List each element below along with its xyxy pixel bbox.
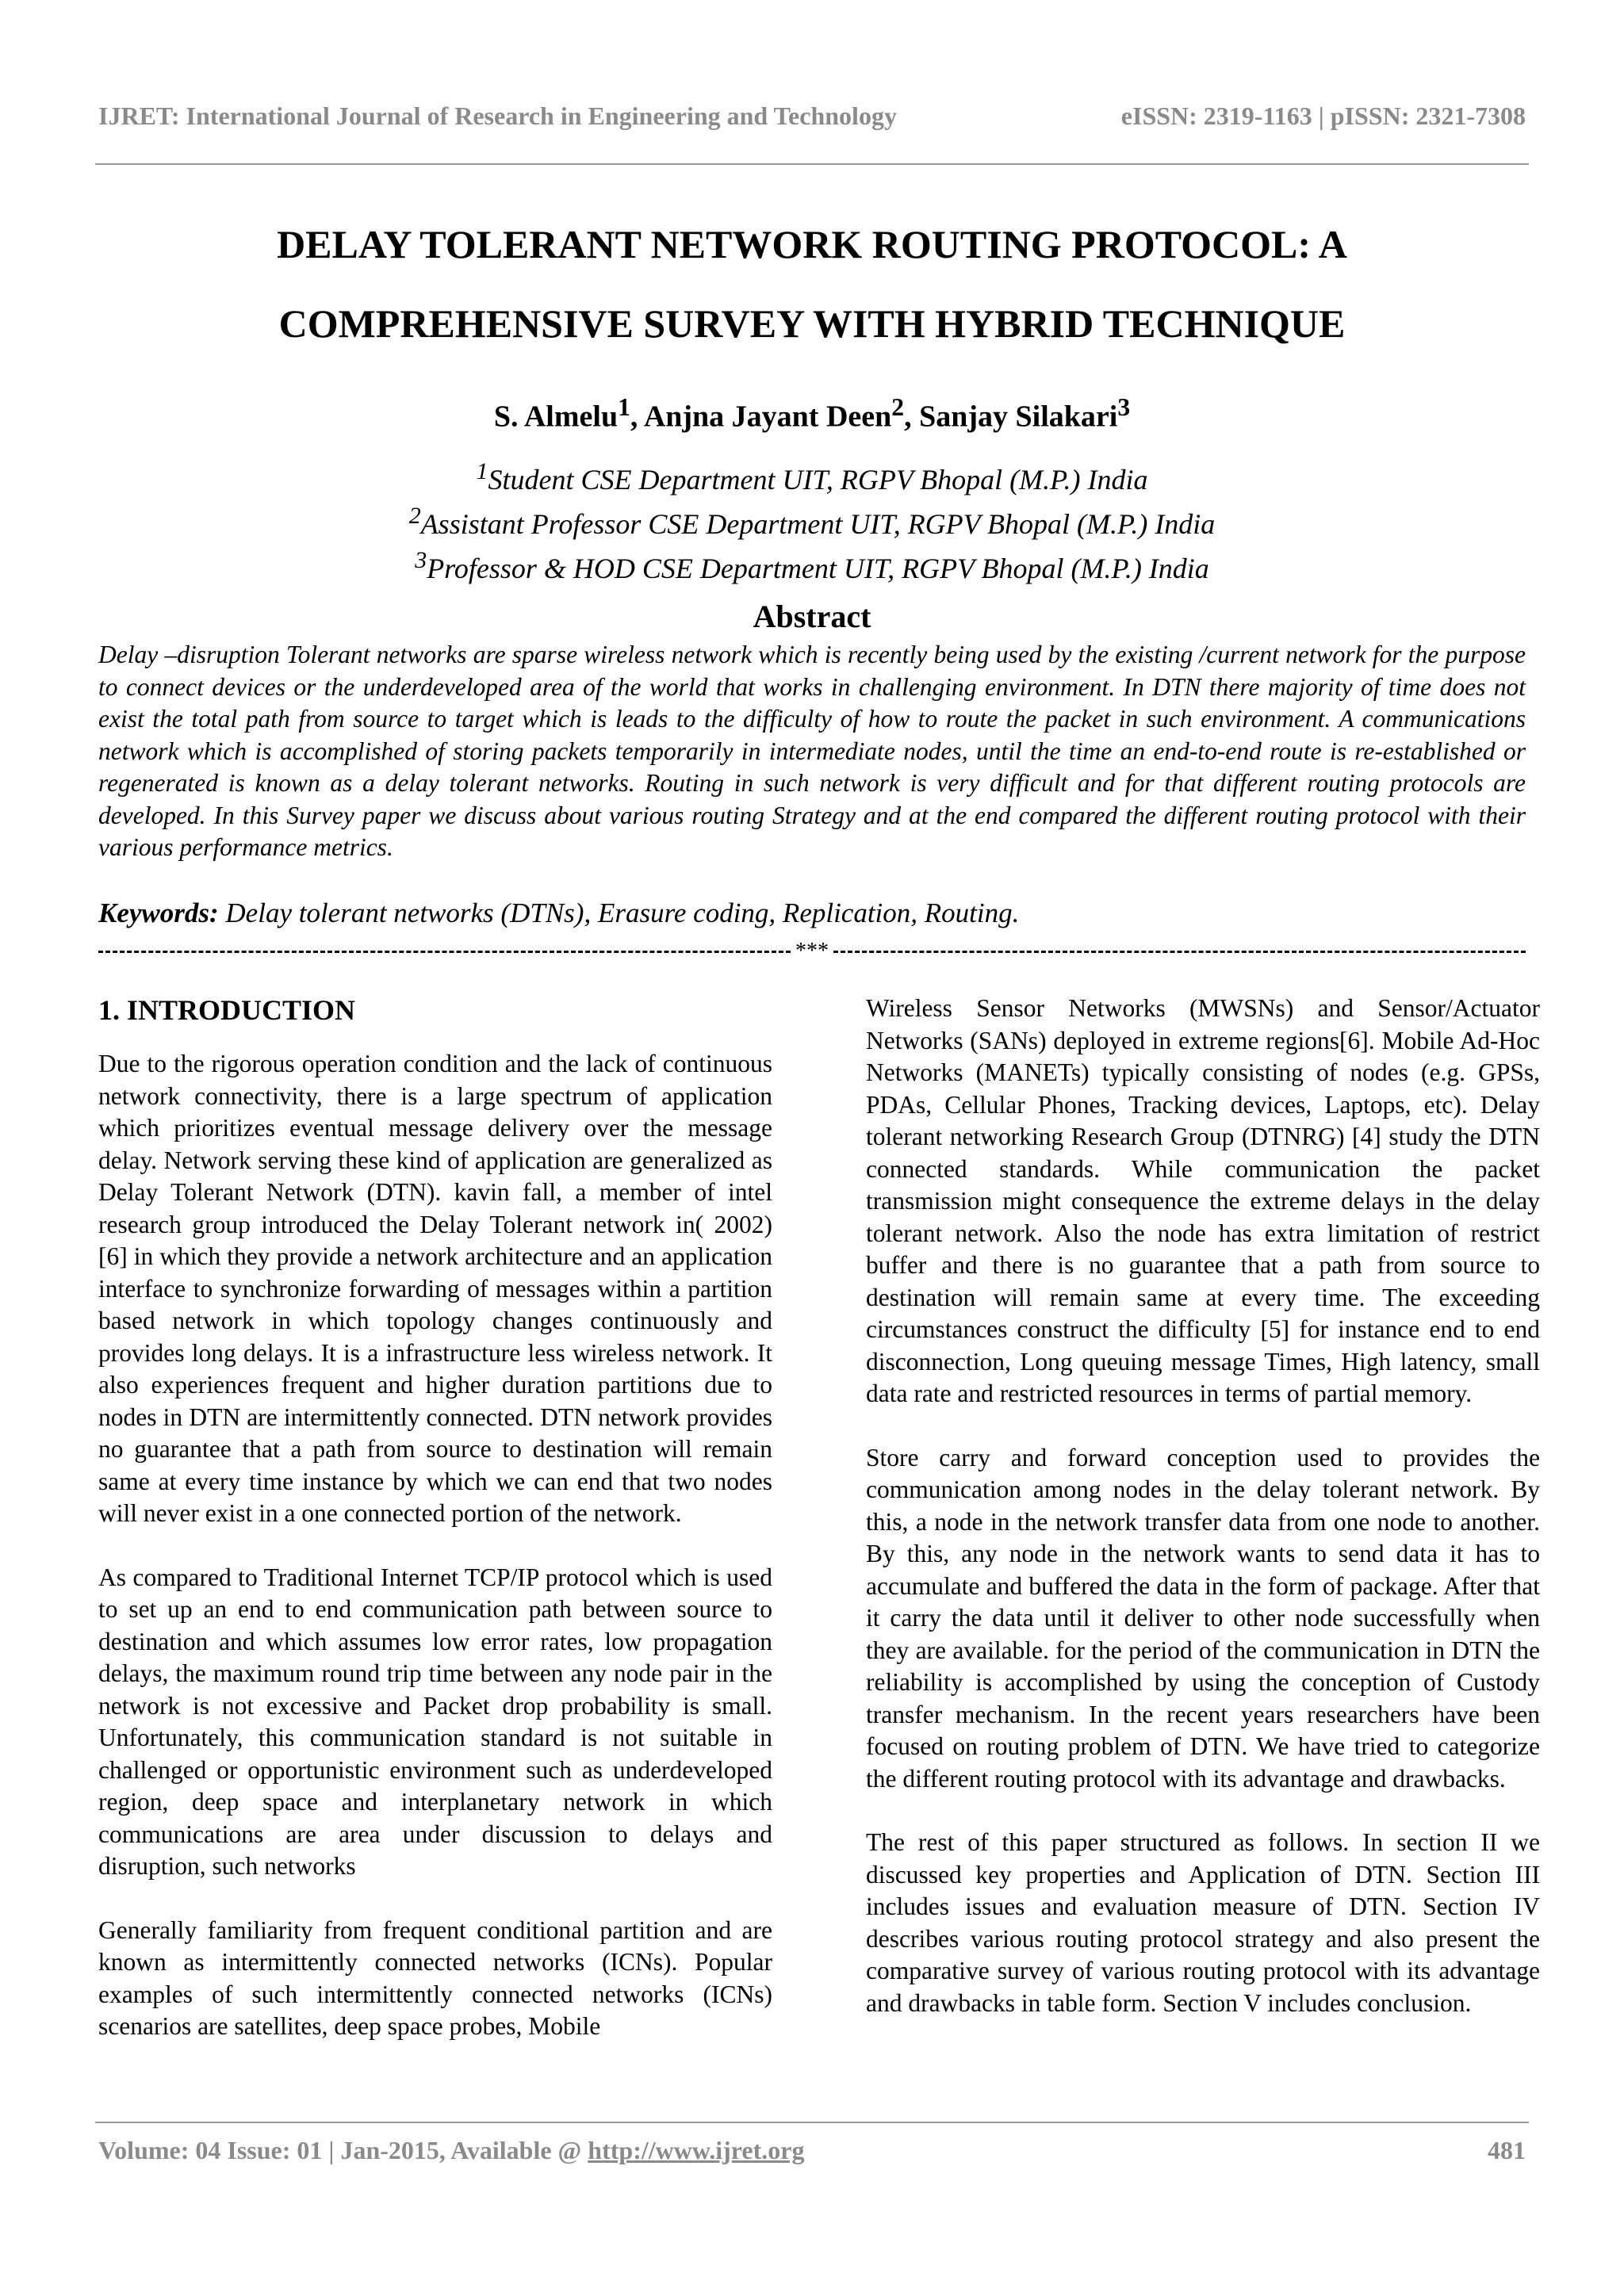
running-header [98, 101, 1526, 131]
paragraph: The rest of this paper structured as follows. In section II we discussed key properties and Application of DTN. Section III includes issues and evaluation measure of DTN. Section IV describes various routing protocol strategy and also present the comparative survey of various routing protocol with its advantage and drawbacks in table form. Section V includes conclusion. [866, 1828, 1540, 2017]
affiliation [0, 542, 1624, 587]
journal-name: IJRET: International Journal of Research in Engineering and Technology [98, 101, 897, 130]
title-line-1: DELAY TOLERANT NETWORK ROUTING PROTOCOL: A [277, 222, 1347, 266]
affiliation-sup: 1 [476, 458, 488, 484]
header-rule [95, 163, 1529, 165]
abstract-heading: Abstract [753, 599, 871, 634]
dashed-line [833, 951, 1526, 953]
issn: eISSN: 2319-1163 | pISSN: 2321-7308 [1120, 101, 1526, 130]
author-name: Sanjay Silakari [919, 400, 1118, 434]
affiliation-list [0, 453, 1624, 587]
author-name: Anjna Jayant Deen [643, 400, 892, 434]
paragraph: As compared to Traditional Internet TCP/IP protocol which is used to set up an end to end communication path between source to destination and which assumes low error rates, low propagation delays, the maximum round trip time between any node pair in the network is not excessive and Packet drop probability is small. Unfortunately, this communication standard is not suitable in challenged or opportunistic environment such as underdeveloped region, deep space and interplanetary network in which communications are area under discussion to delays and disruption, such networks [98, 1563, 772, 1880]
running-footer [98, 2136, 1526, 2165]
dashed-line [98, 951, 791, 953]
abstract-text: Delay –disruption Tolerant networks are sparse wireless network which is recently being used by the existing /current network for the purpose to connect devices or the underdeveloped area of the world that works in challenging environment. In DTN there majority of time does not exist the total path from source to target which is leads to the difficulty of how to route the packet in such environment. A communications network which is accomplished of storing packets temporarily in intermediate nodes, until the time an end-to-end route is re-established or regenerated is known as a delay tolerant networks. Routing in such network is very difficult and for that different routing protocols are developed. In this Survey paper we discuss about various routing Strategy and at the end compared the different routing protocol with their various performance metrics. [98, 641, 1526, 861]
paragraph: Due to the rigorous operation condition and the lack of continuous network connectivity, there is a large spectrum of application which prioritizes eventual message delivery over the message delay. Network serving these kind of application are generalized as Delay Tolerant Network (DTN). kavin fall, a member of intel research group introduced the Delay Tolerant network in( 2002) [6] in which they provide a network architecture and an application interface to synchronize forwarding of messages within a partition based network in which topology changes continuously and provides long delays. It is a infrastructure less wireless network. It also experiences frequent and higher duration partitions due to nodes in DTN are intermittently connected. DTN network provides no guarantee that a path from source to destination will remain same at every time instance by which we can end that two nodes will never exist in a one connected portion of the network. [98, 1050, 772, 1527]
affiliation-text: Student CSE Department UIT, RGPV Bhopal (M.P.) India [488, 464, 1148, 496]
affiliation-sup: 2 [408, 503, 421, 529]
left-column [98, 993, 772, 2075]
paragraph: Store carry and forward conception used to provides the communication among nodes in the delay tolerant network. By this, a node in the network transfer data from one node to another. By this, any node in the network wants to send data it has to accumulate and buffered the data in the form of package. After that it carry the data until it deliver to other node successfully when they are available. for the period of the communication in DTN the reliability is accomplished by using the conception of Custody transfer mechanism. In the recent years researchers have been focused on routing problem of DTN. We have tried to categorize the different routing protocol with its advantage and drawbacks. [866, 1443, 1540, 1793]
separator-stars: *** [795, 939, 829, 963]
affiliation-text: Professor & HOD CSE Department UIT, RGPV Bhopal (M.P.) India [427, 553, 1209, 584]
right-column [866, 993, 1540, 2051]
affiliation-text: Assistant Professor CSE Department UIT, RGPV Bhopal (M.P.) India [420, 508, 1216, 540]
author-sup: 2 [891, 393, 905, 421]
title-line-2: COMPREHENSIVE SURVEY WITH HYBRID TECHNIQUE [278, 301, 1346, 346]
journal-link[interactable]: http://www.ijret.org [588, 2136, 805, 2164]
author-sup: 1 [618, 393, 630, 421]
page-number: 481 [1488, 2136, 1526, 2164]
volume-info [98, 2136, 804, 2165]
footer-rule [95, 2122, 1529, 2123]
paragraph: Generally familiarity from frequent conditional partition and are known as intermittently connected networks (ICNs). Popular examples of such intermittently connected networks (ICNs) scenarios are satellites, deep space probes, Mobile [98, 1915, 772, 2040]
keywords-label: Keywords: [98, 897, 219, 928]
affiliation-sup: 3 [415, 547, 427, 573]
author-name: S. Almelu [493, 400, 619, 434]
affiliation [0, 498, 1624, 542]
paragraph: Wireless Sensor Networks (MWSNs) and Sensor/Actuator Networks (SANs) deployed in extreme regions[6]. Mobile Ad-Hoc Networks (MANETs) typically consisting of nodes (e.g. GPSs, PDAs, Cellular Phones, Tracking devices, Laptops, etc). Delay tolerant networking Research Group (DTNRG) [4] study the DTN connected standards. While communication the packet transmission might consequence the extreme delays in the delay tolerant network. Also the node has extra limitation of restrict buffer and there is no guarantee that a path from source to destination will remain same at every time. The exceeding circumstances construct the difficulty [5] for instance end to end disconnection, Long queuing message Times, High latency, small data rate and restricted resources in terms of partial memory. [866, 994, 1540, 1407]
affiliation [0, 453, 1624, 498]
paper-title [103, 205, 1521, 363]
author-sup: 3 [1117, 393, 1131, 421]
volume-text: Volume: 04 Issue: 01 | Jan-2015, Available @ [98, 2136, 588, 2164]
keywords-text: Delay tolerant networks (DTNs), Erasure coding, Replication, Routing. [225, 897, 1020, 928]
author-list: S. Almelu$^1$, Anjna Jayant Deen$^2$, Sanjay Silakari$^3$ [493, 393, 1131, 434]
keywords [98, 897, 1526, 929]
section-separator [98, 940, 1526, 962]
section-heading: 1. INTRODUCTION [98, 994, 356, 1026]
